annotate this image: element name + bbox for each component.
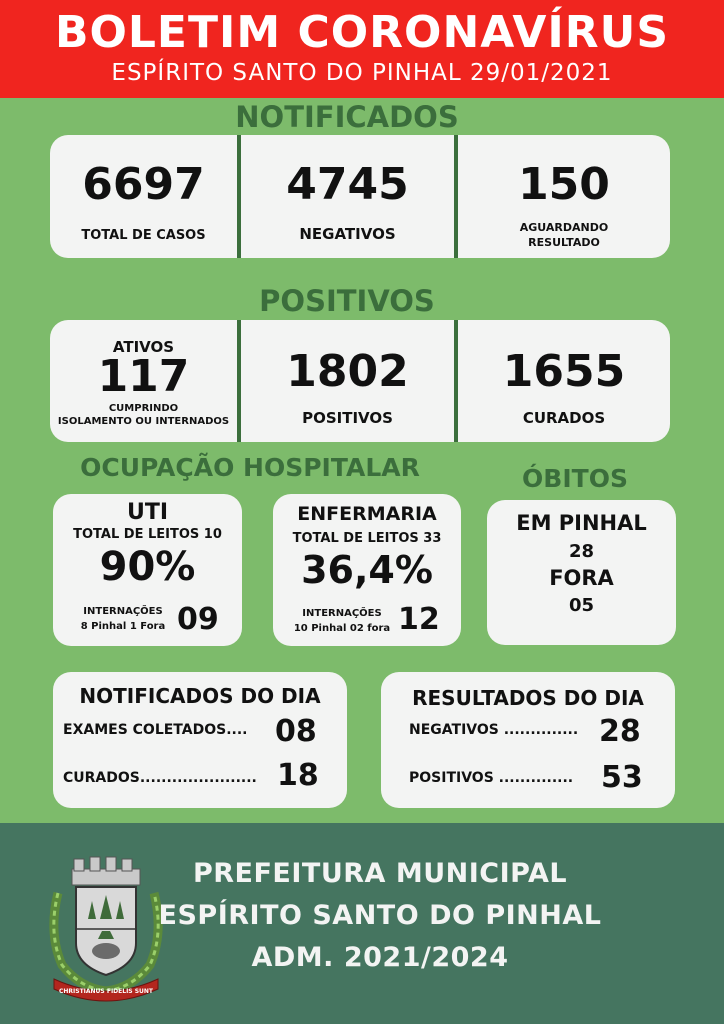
uti-intern-detail: 8 Pinhal 1 Fora: [80, 621, 166, 632]
uti-intern-value: 09: [177, 602, 219, 637]
negativos-label: NEGATIVOS: [299, 225, 396, 243]
crest-crown: [72, 857, 140, 885]
footer-line3: ADM. 2021/2024: [251, 942, 509, 973]
negativos-cell: [241, 135, 454, 258]
enfermaria-card: [273, 494, 461, 646]
exames-label: EXAMES COLETADOS....: [63, 722, 248, 738]
ativos-sub-line2: ISOLAMENTO OU INTERNADOS: [57, 416, 230, 427]
ativos-label: ATIVOS: [112, 338, 175, 356]
curados-value: 1655: [502, 346, 626, 397]
footer-text: [150, 853, 610, 979]
uti-percent: 90%: [99, 544, 196, 590]
curados-label: CURADOS: [522, 409, 606, 427]
enfermaria-intern-value: 12: [398, 602, 440, 637]
uti-leitos: TOTAL DE LEITOS 10: [73, 527, 222, 542]
enfermaria-intern-label: INTERNAÇÕES: [302, 608, 382, 619]
crest-shield: [76, 887, 136, 975]
ocupacao-title: OCUPAÇÃO HOSPITALAR: [80, 453, 420, 482]
resultados-positivos-value: 53: [601, 760, 643, 795]
uti-card: [53, 494, 242, 646]
enfermaria-title: ENFERMARIA: [297, 503, 437, 525]
curados-dia-label: CURADOS......................: [63, 770, 257, 786]
ativos-cell: [50, 320, 237, 442]
obitos-card: [487, 500, 676, 645]
exames-value: 08: [275, 714, 317, 749]
obitos-title: ÓBITOS: [522, 464, 628, 493]
resultados-dia-title: RESULTADOS DO DIA: [412, 686, 644, 710]
bulletin-subtitle: ESPÍRITO SANTO DO PINHAL 29/01/2021: [111, 60, 613, 86]
enfermaria-percent: 36,4%: [301, 548, 433, 592]
aguardando-label-line2: RESULTADO: [528, 236, 600, 249]
enfermaria-leitos: TOTAL DE LEITOS 33: [292, 531, 442, 546]
footer-line2: ESPÍRITO SANTO DO PINHAL: [158, 900, 602, 931]
uti-intern-label: INTERNAÇÕES: [83, 606, 163, 617]
obitos-fora-value: 05: [568, 595, 595, 616]
header-banner: [0, 0, 724, 98]
uti-intern-label-block: [75, 604, 171, 634]
positivos-cell: [241, 320, 454, 442]
resultados-negativos-value: 28: [599, 714, 641, 749]
negativos-value: 4745: [286, 159, 409, 210]
ativos-sub-line1: CUMPRINDO: [108, 403, 179, 414]
ativos-value: 117: [97, 351, 190, 402]
notificados-title: NOTIFICADOS: [235, 100, 459, 134]
positivos-title: POSITIVOS: [259, 284, 435, 318]
crest-motto-ribbon: [54, 979, 158, 1001]
footer: [0, 823, 724, 1024]
uti-title: UTI: [126, 500, 169, 525]
resultados-positivos-label: POSITIVOS ..............: [409, 770, 574, 786]
obitos-fora-label: FORA: [549, 566, 614, 590]
crest-motto: CHRISTIANUS FIDELIS SUNT: [58, 988, 154, 995]
total-casos-label: TOTAL DE CASOS: [81, 228, 206, 243]
total-casos-value: 6697: [82, 159, 205, 210]
aguardando-label-line1: AGUARDANDO: [519, 221, 609, 234]
notificados-card: [50, 135, 670, 258]
notificados-dia-title: NOTIFICADOS DO DIA: [79, 684, 321, 708]
curados-dia-value: 18: [277, 758, 319, 793]
aguardando-cell: [458, 135, 670, 258]
positivos-label: POSITIVOS: [302, 409, 393, 427]
notificados-dia-card: [53, 672, 347, 808]
enfermaria-intern-label-block: [287, 606, 397, 636]
aguardando-value: 150: [518, 159, 610, 210]
obitos-pinhal-label: EM PINHAL: [516, 511, 647, 535]
bulletin-title: BOLETIM CORONAVÍRUS: [54, 7, 670, 58]
resultados-negativos-label: NEGATIVOS ..............: [409, 722, 579, 738]
total-casos-cell: [50, 135, 237, 258]
enfermaria-intern-detail: 10 Pinhal 02 fora: [293, 623, 391, 634]
curados-cell: [458, 320, 670, 442]
obitos-pinhal-value: 28: [568, 541, 595, 562]
resultados-dia-card: [381, 672, 675, 808]
positivos-value: 1802: [286, 346, 409, 397]
positivos-card: [50, 320, 670, 442]
footer-line1: PREFEITURA MUNICIPAL: [192, 858, 568, 889]
